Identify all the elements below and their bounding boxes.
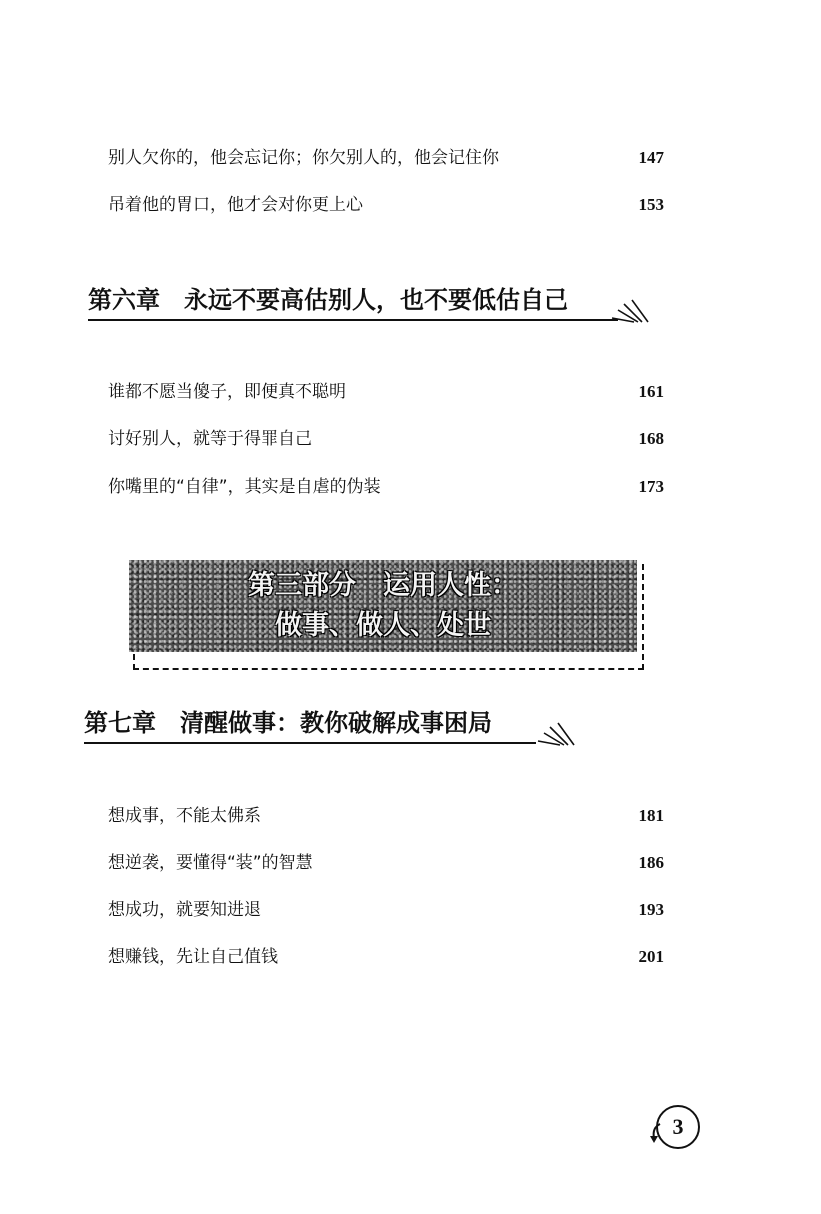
part-subtitle: 做事、做人、处世	[275, 610, 491, 641]
toc-entry[interactable]	[108, 146, 664, 170]
toc-entry-page: 153	[638, 195, 664, 214]
toc-entry-title: 想成事，不能太佛系	[108, 806, 261, 826]
toc-entry-title: 吊着他的胃口，他才会对你更上心	[108, 195, 363, 215]
toc-entry-page: 147	[638, 148, 664, 167]
chapter-6-heading	[88, 282, 658, 322]
part-3-banner	[129, 560, 637, 652]
chapter-7-heading	[84, 705, 584, 745]
toc-entry-title: 讨好别人，就等于得罪自己	[108, 429, 312, 449]
chapter-number: 第六章	[88, 286, 160, 314]
toc-entry[interactable]	[108, 804, 664, 828]
hatch-marks-icon	[608, 296, 656, 326]
toc-entry-page: 186	[638, 853, 664, 872]
chapter-number: 第七章	[84, 709, 156, 737]
toc-entry-title: 想成功，就要知进退	[108, 900, 261, 920]
toc-entry-page: 193	[638, 900, 664, 919]
part-title: 第三部分 运用人性：	[248, 570, 518, 601]
chapter-title: 永远不要高估别人，也不要低估自己	[184, 286, 568, 314]
toc-entry[interactable]	[108, 851, 664, 875]
toc-entry-title: 想赚钱，先让自己值钱	[108, 947, 278, 967]
toc-entry-page: 201	[638, 947, 664, 966]
toc-entry-page: 181	[638, 806, 664, 825]
toc-entry-title: 谁都不愿当傻子，即便真不聪明	[108, 382, 346, 402]
toc-entry[interactable]	[108, 475, 664, 499]
toc-entry[interactable]	[108, 427, 664, 451]
toc-entry-title: 别人欠你的，他会忘记你；你欠别人的，他会记住你	[108, 148, 499, 168]
chapter-underline	[88, 319, 618, 321]
toc-entry[interactable]	[108, 898, 664, 922]
toc-entry[interactable]	[108, 380, 664, 404]
toc-entry[interactable]	[108, 193, 664, 217]
toc-entry[interactable]	[108, 945, 664, 969]
toc-entry-title: 你嘴里的“自律”，其实是自虐的伪装	[108, 477, 381, 497]
toc-entry-page: 173	[638, 477, 664, 496]
toc-entry-page: 168	[638, 429, 664, 448]
hatch-marks-icon	[534, 719, 582, 749]
page-number: 3	[656, 1105, 700, 1149]
toc-entry-page: 161	[638, 382, 664, 401]
toc-entry-title: 想逆袭，要懂得“装”的智慧	[108, 853, 313, 873]
chapter-title: 清醒做事：教你破解成事困局	[180, 709, 492, 737]
chapter-underline	[84, 742, 536, 744]
